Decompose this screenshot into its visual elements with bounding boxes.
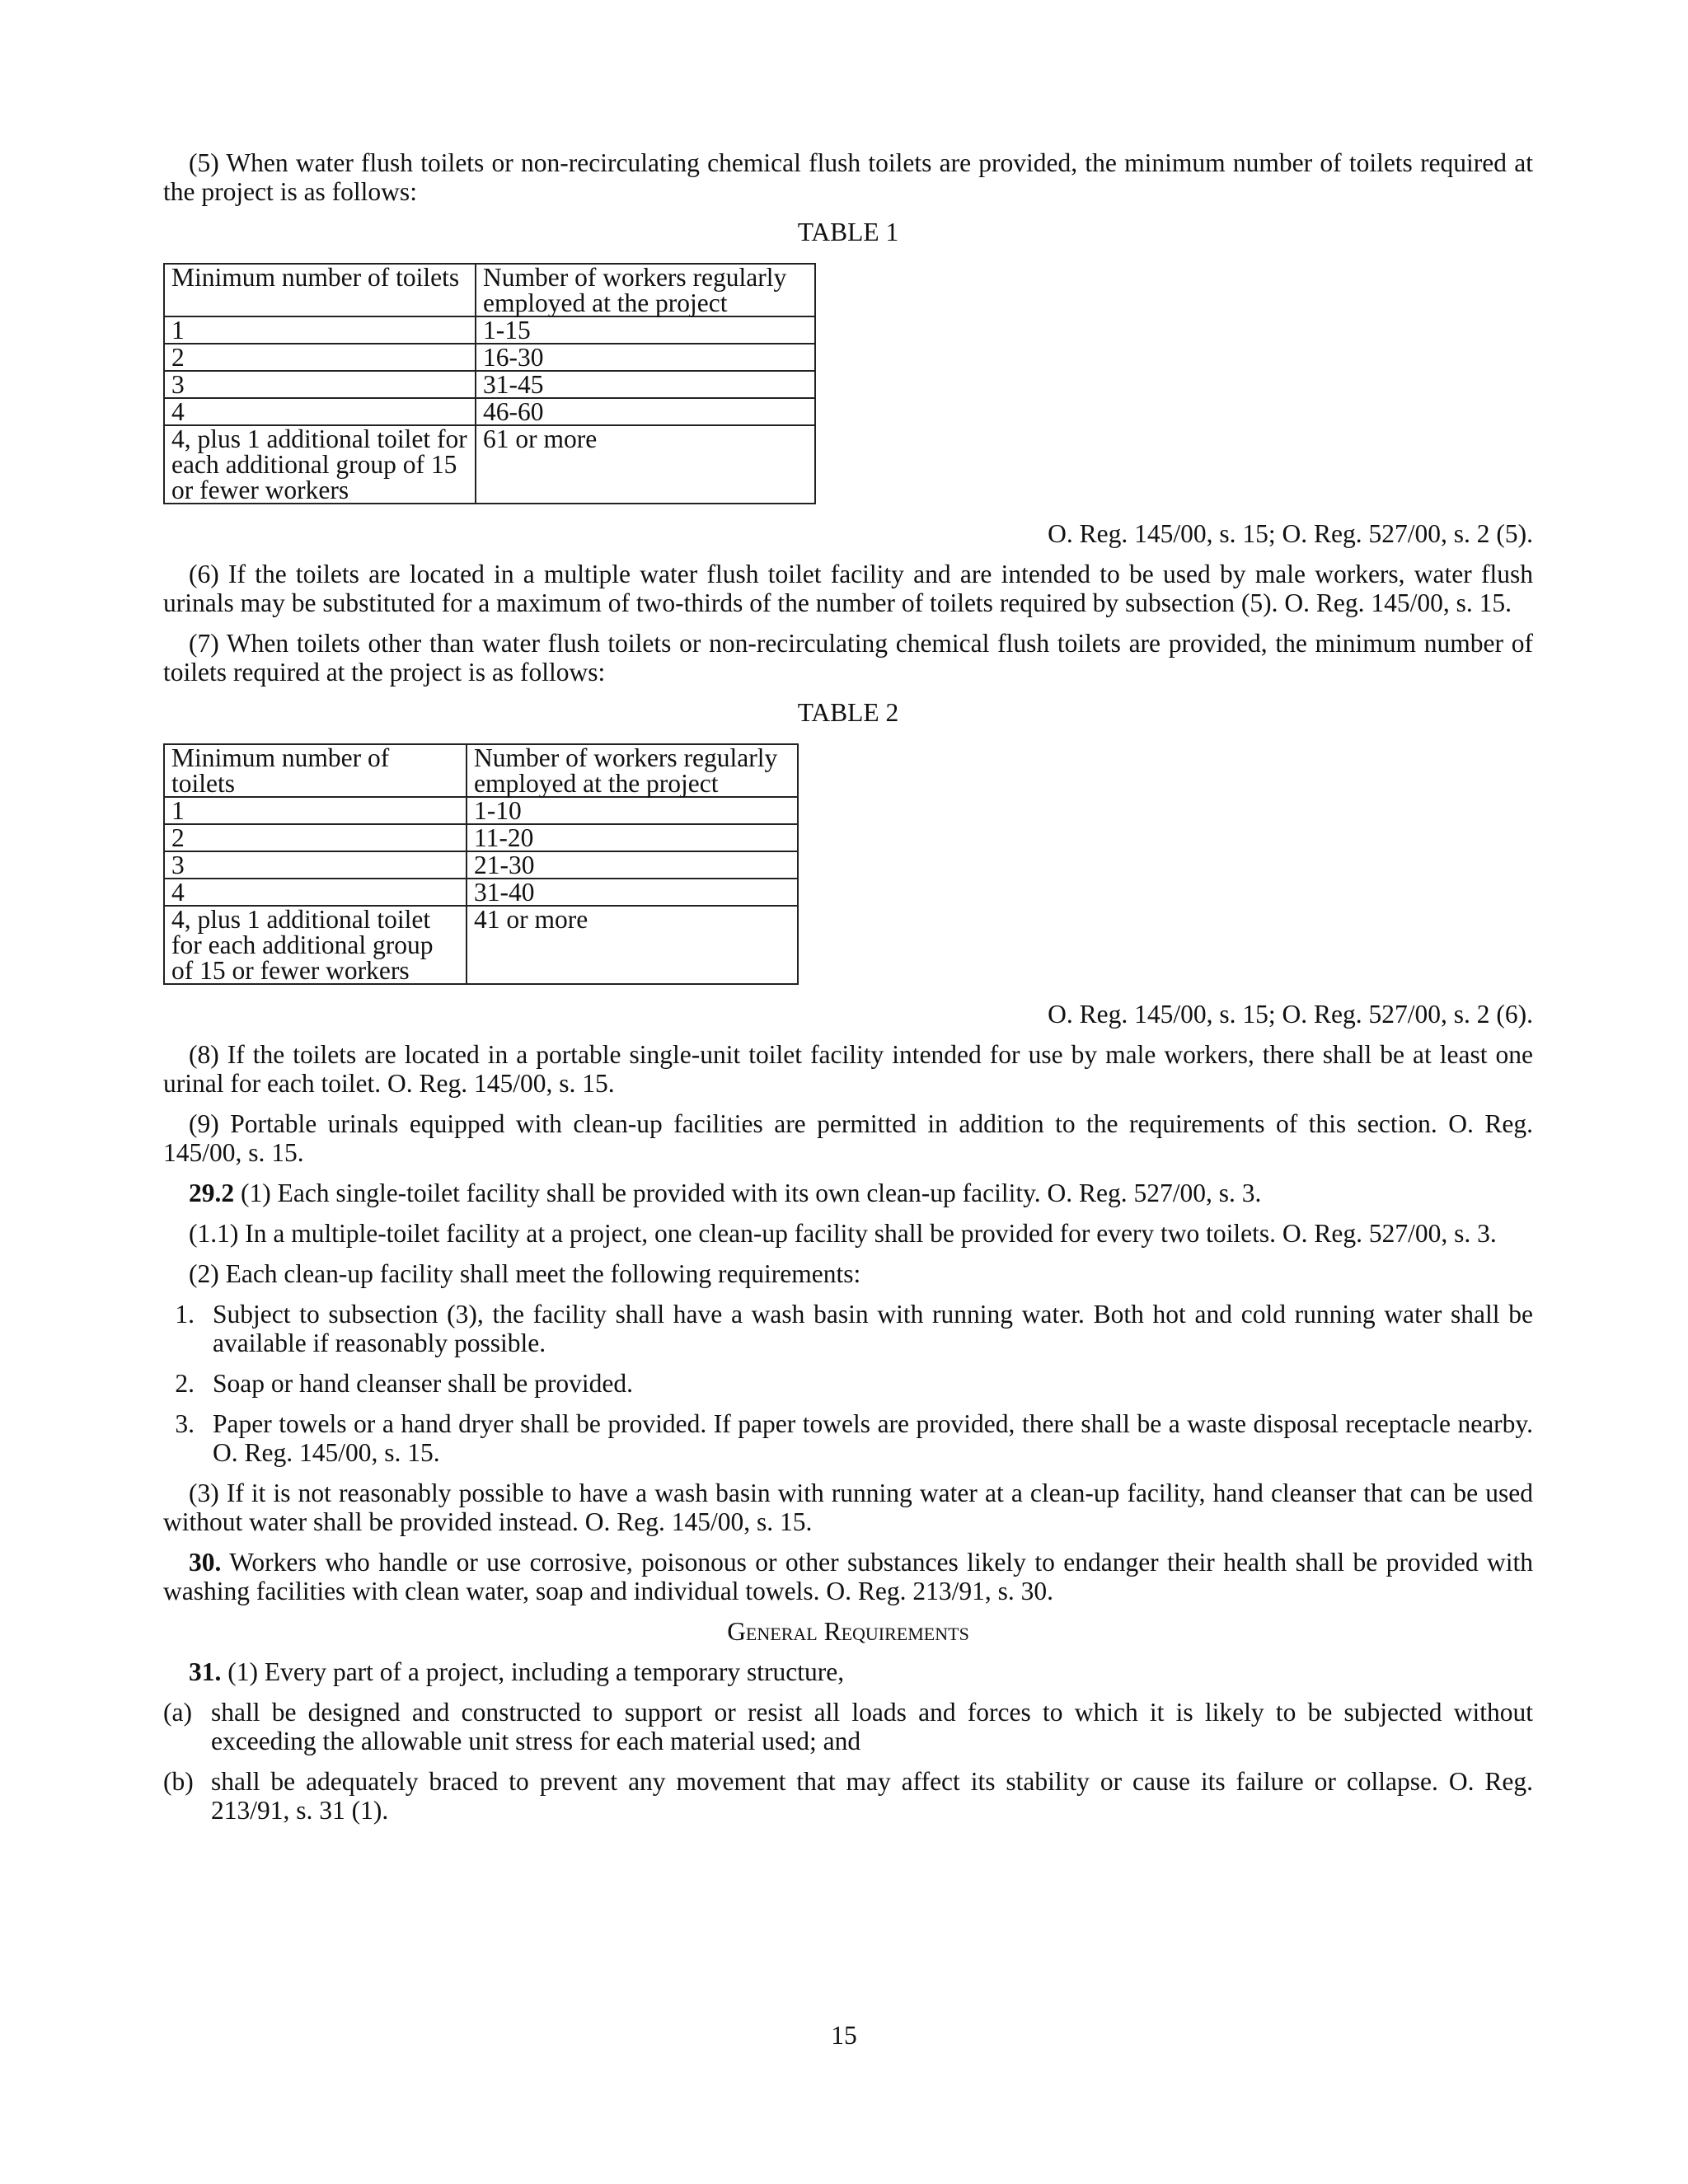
- table-cell: 41 or more: [467, 906, 798, 984]
- list-item-number: 1.: [175, 1300, 195, 1329]
- section-29-2-paragraph-3: (3) If it is not reasonably possible to have a wash basin with running water at a clean-up facility, hand cleanser that can be used without water shall be provided instead. O. Reg. 145/00, s. 15.: [163, 1479, 1533, 1536]
- table-cell: 4, plus 1 additional toilet for each additional group of 15 or fewer workers: [164, 425, 476, 504]
- section-29-2-paragraph-2: (2) Each clean-up facility shall meet the following requirements:: [189, 1259, 861, 1288]
- table-1: [163, 263, 816, 504]
- table-2-citation: O. Reg. 145/00, s. 15; O. Reg. 527/00, s. 2 (6).: [1048, 1000, 1533, 1029]
- table-header: Minimum number of toilets: [164, 264, 476, 316]
- section-number: 30.: [189, 1548, 222, 1577]
- paragraph-text: (1) Each single-toilet facility shall be provided with its own clean-up facility. O. Reg. 527/00, s. 3.: [234, 1179, 1262, 1207]
- table-cell: 3: [164, 851, 467, 879]
- table-cell: 1-15: [476, 316, 815, 344]
- list-item: [163, 1767, 1533, 1825]
- table-cell: 4, plus 1 additional toilet for each additional group of 15 or fewer workers: [164, 906, 467, 984]
- table-row: [164, 425, 815, 504]
- section-29-2-paragraph-1-1: (1.1) In a multiple-toilet facility at a project, one clean-up facility shall be provided for every two toilets. O. Reg. 527/00, s. 3.: [189, 1219, 1497, 1248]
- document-page: [163, 148, 1533, 1836]
- table-header: Number of workers regularly employed at the project: [467, 744, 798, 797]
- list-item-text: Soap or hand cleanser shall be provided.: [213, 1369, 633, 1398]
- table-cell: 4: [164, 879, 467, 906]
- table-cell: 1-10: [467, 797, 798, 824]
- table-cell: 2: [164, 344, 476, 371]
- section-30: [163, 1548, 1533, 1605]
- table-cell: 61 or more: [476, 425, 815, 504]
- table-cell: 46-60: [476, 398, 815, 425]
- paragraph-9: (9) Portable urinals equipped with clean-up facilities are permitted in addition to the requirements of this section. O. Reg. 145/00, s. 15.: [163, 1109, 1533, 1167]
- table-row: [164, 316, 815, 344]
- table-row: [164, 797, 798, 824]
- table-row: [164, 744, 798, 797]
- list-item: [163, 1369, 1533, 1398]
- table-row: [164, 398, 815, 425]
- paragraph-8: (8) If the toilets are located in a portable single-unit toilet facility intended for use by male workers, there shall be at least one urinal for each toilet. O. Reg. 145/00, s. 15.: [163, 1040, 1533, 1098]
- list-item-letter: (a): [163, 1698, 192, 1727]
- table-cell: 16-30: [476, 344, 815, 371]
- table-header: Number of workers regularly employed at the project: [476, 264, 815, 316]
- section-number: 29.2: [189, 1179, 235, 1207]
- paragraph-7: (7) When toilets other than water flush toilets or non-recirculating chemical flush toilets are provided, the minimum number of toilets required at the project is as follows:: [163, 629, 1533, 687]
- table-cell: 31-40: [467, 879, 798, 906]
- list-item-text: Paper towels or a hand dryer shall be provided. If paper towels are provided, there shall be a waste disposal receptacle nearby. O. Reg. 145/00, s. 15.: [213, 1409, 1533, 1467]
- table-row: [164, 344, 815, 371]
- table-cell: 31-45: [476, 371, 815, 398]
- table-cell: 3: [164, 371, 476, 398]
- table-row: [164, 264, 815, 316]
- table-row: [164, 371, 815, 398]
- table-1-title: TABLE 1: [797, 218, 899, 246]
- table-row: [164, 824, 798, 851]
- section-29-2-paragraph-1: [163, 1179, 1533, 1207]
- list-item: [163, 1698, 1533, 1755]
- list-item-text: shall be designed and constructed to support or resist all loads and forces to which it is likely to be subjected without exceeding the allowable unit stress for each material used; and: [211, 1698, 1533, 1755]
- table-cell: 4: [164, 398, 476, 425]
- paragraph-5: (5) When water flush toilets or non-recirculating chemical flush toilets are provided, the minimum number of toilets required at the project is as follows:: [163, 148, 1533, 206]
- table-1-citation: O. Reg. 145/00, s. 15; O. Reg. 527/00, s. 2 (5).: [1048, 519, 1533, 548]
- table-header: Minimum number of toilets: [164, 744, 467, 797]
- table-2: [163, 743, 799, 985]
- page-number: 15: [831, 2021, 857, 2050]
- section-31-paragraph-1: [163, 1657, 1533, 1686]
- table-cell: 1: [164, 316, 476, 344]
- table-cell: 11-20: [467, 824, 798, 851]
- list-item-text: shall be adequately braced to prevent any movement that may affect its stability or cause its failure or collapse. O. Reg. 213/91, s. 31 (1).: [211, 1767, 1533, 1825]
- paragraph-text: Workers who handle or use corrosive, poisonous or other substances likely to endanger their health shall be provided with washing facilities with clean water, soap and individual towels. O. Reg. 213/91, s. 30.: [163, 1548, 1533, 1605]
- table-row: [164, 851, 798, 879]
- table-cell: 21-30: [467, 851, 798, 879]
- paragraph-text: (1) Every part of a project, including a temporary structure,: [221, 1657, 845, 1686]
- list-item: [163, 1409, 1533, 1467]
- list-item-number: 3.: [175, 1409, 195, 1438]
- list-item-text: Subject to subsection (3), the facility shall have a wash basin with running water. Both hot and cold running water shall be available if reasonably possible.: [213, 1300, 1533, 1357]
- table-2-title: TABLE 2: [797, 698, 899, 727]
- paragraph-6: (6) If the toilets are located in a multiple water flush toilet facility and are intended to be used by male workers, water flush urinals may be substituted for a maximum of two-thirds of the number of toilets required by subsection (5). O. Reg. 145/00, s. 15.: [163, 560, 1533, 617]
- table-cell: 1: [164, 797, 467, 824]
- table-row: [164, 906, 798, 984]
- list-item-number: 2.: [175, 1369, 195, 1398]
- list-item-letter: (b): [163, 1767, 194, 1796]
- table-cell: 2: [164, 824, 467, 851]
- list-item: [163, 1300, 1533, 1357]
- table-row: [164, 879, 798, 906]
- section-number: 31.: [189, 1657, 222, 1686]
- section-heading: General Requirements: [727, 1617, 969, 1646]
